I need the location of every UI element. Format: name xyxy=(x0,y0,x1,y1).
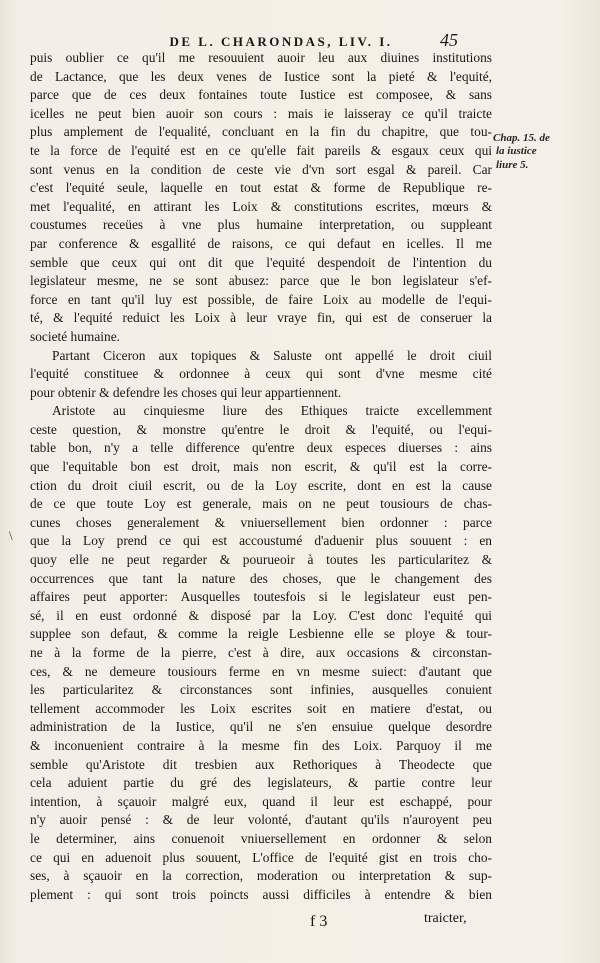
text-line: l'equité constituee & ordonnee à ceux qui sont d'vne mesme cité xyxy=(30,366,492,382)
text-line: que l'equitable bon est droit, mais non escrit, & qu'il est la corre- xyxy=(30,459,492,475)
text-line: affaires peut apporter: Ausquelles toutesfois si le legislateur eust pen- xyxy=(30,589,492,605)
running-title: DE L. CHARONDAS, LIV. I. xyxy=(169,34,393,49)
margin-note-book: liure 5. xyxy=(496,159,529,171)
text-line: ction du droit ciuil escrit, ou de la Loy escrite, dont en est la cause xyxy=(30,477,492,493)
margin-note-title: la iustice xyxy=(496,145,537,157)
text-line: legislateur mesme, ne se sont abusez: parce que le bon legislateur s'ef- xyxy=(30,273,492,289)
text-line: puis oublier ce qu'il me resouuient auoir leu aux diuines institutions xyxy=(30,50,492,65)
text-line: ses, à sçauoir en la correction, moderation ou interpretation & sup- xyxy=(30,868,492,884)
text-line: occurrences que tant la nature des choses, que le changement des xyxy=(30,570,492,586)
text-line: & inconuenient contraire à la mesme fin des Loix. Parquoy il me xyxy=(30,737,492,753)
text-line: societé humaine. xyxy=(30,328,120,344)
text-line: ne à la forme de la pierre, c'est à dire, aux occasions & circonstan- xyxy=(30,645,492,660)
text-line: pour obtenir & defendre les choses qui leur appartiennent. xyxy=(30,384,342,400)
text-line: Partant Ciceron aux topiques & Saluste ont appellé le droit ciuil xyxy=(52,347,492,363)
margin-note-chapter: Chap. 15. de xyxy=(493,132,550,144)
text-line: de ce que toute Loy est generale, mais on ne peut tousiours de chas- xyxy=(30,496,492,512)
text-line: semble qu'Aristote dit tresbien aux Rethoriques à Theodecte que xyxy=(30,756,492,772)
text-line: le determiner, ains conuenoit vniuersellement en ordonner & selon xyxy=(30,830,492,846)
text-line: te la force de l'equité est en ce qu'elle fait pareils & esgaux ceux qui xyxy=(30,142,492,158)
catchword: traicter, xyxy=(424,911,467,926)
text-line: n'y auoir pensé : & de leur volonté, d'autant qu'ils n'auroyent peu xyxy=(30,812,492,828)
page-number: 45 xyxy=(440,30,458,50)
text-line: intention, à sçauoir malgré eux, quand il leur est eschappé, pour xyxy=(30,793,492,809)
text-line: cela aduient partie du gré des legislateurs, & partie contre leur xyxy=(30,775,492,791)
text-line: de Lactance, que les deux venes de Iustice sont la pieté & l'equité, xyxy=(30,68,492,84)
signature-mark: f 3 xyxy=(310,913,328,930)
text-line: coustumes receües à vne plus humaine interpretation, ou suppleant xyxy=(30,217,492,233)
text-line: sont venus en la condition de ceste vie d'vn sort esgal & pareil. Car xyxy=(30,161,492,177)
text-line: parce que de ces deux fontaines toute Iustice est composee, & sans xyxy=(30,87,492,103)
text-line: supplee son defaut, & comme la reigle Lesbienne elle se ploye & tour- xyxy=(30,626,492,642)
text-line: ces, & ne demeure tousiours ferme en vn mesme suiect: d'autant que xyxy=(30,663,492,679)
body-text xyxy=(30,49,492,904)
text-line: que la Loy prend ce qui est accoustumé d'aduenir plus souuent : en xyxy=(30,533,492,549)
text-line: table bon, n'y a telle difference qu'entre deux especes diuerses : ains xyxy=(30,440,492,456)
text-line: c'est l'equité seule, laquelle en tout estat & forme de Republique re- xyxy=(30,180,492,196)
text-line: administration de la Iustice, qu'il ne s'en ensuiue quelque desordre xyxy=(30,719,492,735)
text-line: té, & l'equité reduict les Loix à leur vraye fin, qui est de conseruer la xyxy=(30,310,492,326)
text-line: les particularitez & circonstances sont infinies, ausquelles conuient xyxy=(30,682,492,698)
margin-mark: \ xyxy=(9,528,13,543)
text-line: ce qui en aduenoit plus souuent, L'office de l'equité gist en trois cho- xyxy=(30,849,492,865)
text-line: quoy elle ne peut regarder & pourueoir à toutes les particularitez & xyxy=(30,552,492,568)
text-line: met l'equalité, en attirant les Loix & constitutions escrites, mœurs & xyxy=(30,198,492,214)
text-line: plement : qui sont trois poincts aussi difficiles à entendre & bien xyxy=(30,886,492,902)
text-line: cunes choses generalement & vniuersellement bien ordonner : parce xyxy=(30,514,492,530)
text-line: icelles ne peut bien auoir son cours : mais ie laisseray ce qu'il traicte xyxy=(30,105,492,121)
text-line: semble que ceux qui ont dit que l'equité despendoit de l'intention du xyxy=(30,254,492,270)
text-line: force en tant qu'il luy est possible, de faire Loix au modelle de l'equi- xyxy=(30,291,492,307)
text-line: tellement accommoder les Loix escrites soit en matiere d'estat, ou xyxy=(30,700,492,716)
text-line: plus amplement de l'equalité, concluant en la fin du chapitre, que tou- xyxy=(30,124,492,140)
text-line: ceste question, & monstre qu'entre le droit & l'equité, ou l'equi- xyxy=(30,421,492,437)
text-line: par conference & esgallité de raisons, ce qui defaut en icelles. Il me xyxy=(30,235,492,251)
text-line: sé, il en eust ordonné & disposé par la Loy. C'est donc l'equité qui xyxy=(30,607,492,623)
text-line: Aristote au cinquiesme liure des Ethiques traicte excellemment xyxy=(52,403,492,419)
